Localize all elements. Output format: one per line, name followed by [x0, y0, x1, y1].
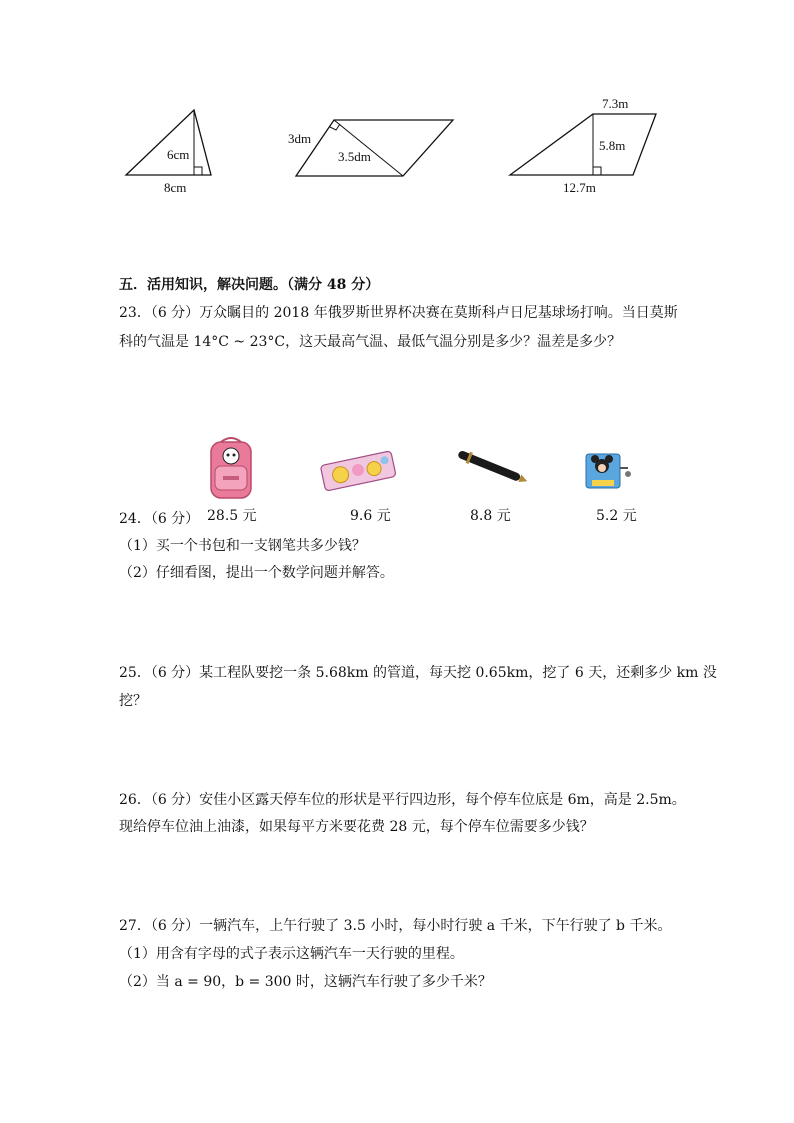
q24-sub1: （1）买一个书包和一支钢笔共多少钱？	[119, 538, 366, 554]
backpack-icon	[201, 436, 261, 502]
q26-line1: 26．（6 分）安佳小区露天停车位的形状是平行四边形，每个停车位底是 6m，高是 2.5m。	[119, 792, 686, 808]
trapezoid-height-label: 5.8m	[599, 138, 626, 153]
q27-sub2: （2）当 a = 90，b = 300 时，这辆汽车行驶了多少千米？	[119, 974, 492, 990]
sharpener-icon	[582, 444, 632, 494]
triangle-height-label: 6cm	[167, 147, 190, 162]
sharpener-price: 5.2 元	[596, 508, 637, 524]
q25-line2: 挖？	[119, 693, 147, 709]
pen-price: 8.8 元	[470, 508, 511, 524]
q24-sub2: （2）仔细看图，提出一个数学问题并解答。	[119, 565, 394, 581]
q24-number: 24．（6 分）	[119, 511, 200, 527]
parallelogram-height-label: 3.5dm	[338, 149, 371, 164]
q25-line1: 25．（6 分）某工程队要挖一条 5.68km 的管道，每天挖 0.65km，挖了 6 天，还剩多少 km 没	[119, 665, 717, 681]
parallelogram-side-label: 3dm	[288, 131, 312, 146]
section-title: 五．活用知识，解决问题。（满分 48 分）	[119, 277, 380, 293]
q26-line2: 现给停车位油上油漆，如果每平方米要花费 28 元，每个停车位需要多少钱？	[119, 819, 594, 835]
pencil-case-icon	[318, 450, 398, 490]
pen-icon	[452, 452, 532, 482]
pencil-case-price: 9.6 元	[350, 508, 391, 524]
trapezoid-bottom-label: 12.7m	[563, 180, 596, 195]
q27-line1: 27．（6 分）一辆汽车，上午行驶了 3.5 小时，每小时行驶 a 千米，下午行驶了 b 千米。	[119, 918, 672, 934]
q27-sub1: （1）用含有字母的式子表示这辆汽车一天行驶的里程。	[119, 946, 464, 962]
q23-line1: 23．（6 分）万众瞩目的 2018 年俄罗斯世界杯决赛在莫斯科卢日尼基球场打响。当日莫斯	[119, 305, 678, 321]
q23-line2: 科的气温是 14°C ~ 23°C，这天最高气温、最低气温分别是多少？温差是多少？	[119, 334, 622, 350]
trapezoid-top-label: 7.3m	[602, 96, 629, 111]
triangle-base-label: 8cm	[164, 180, 187, 195]
backpack-price: 28.5 元	[207, 508, 257, 524]
